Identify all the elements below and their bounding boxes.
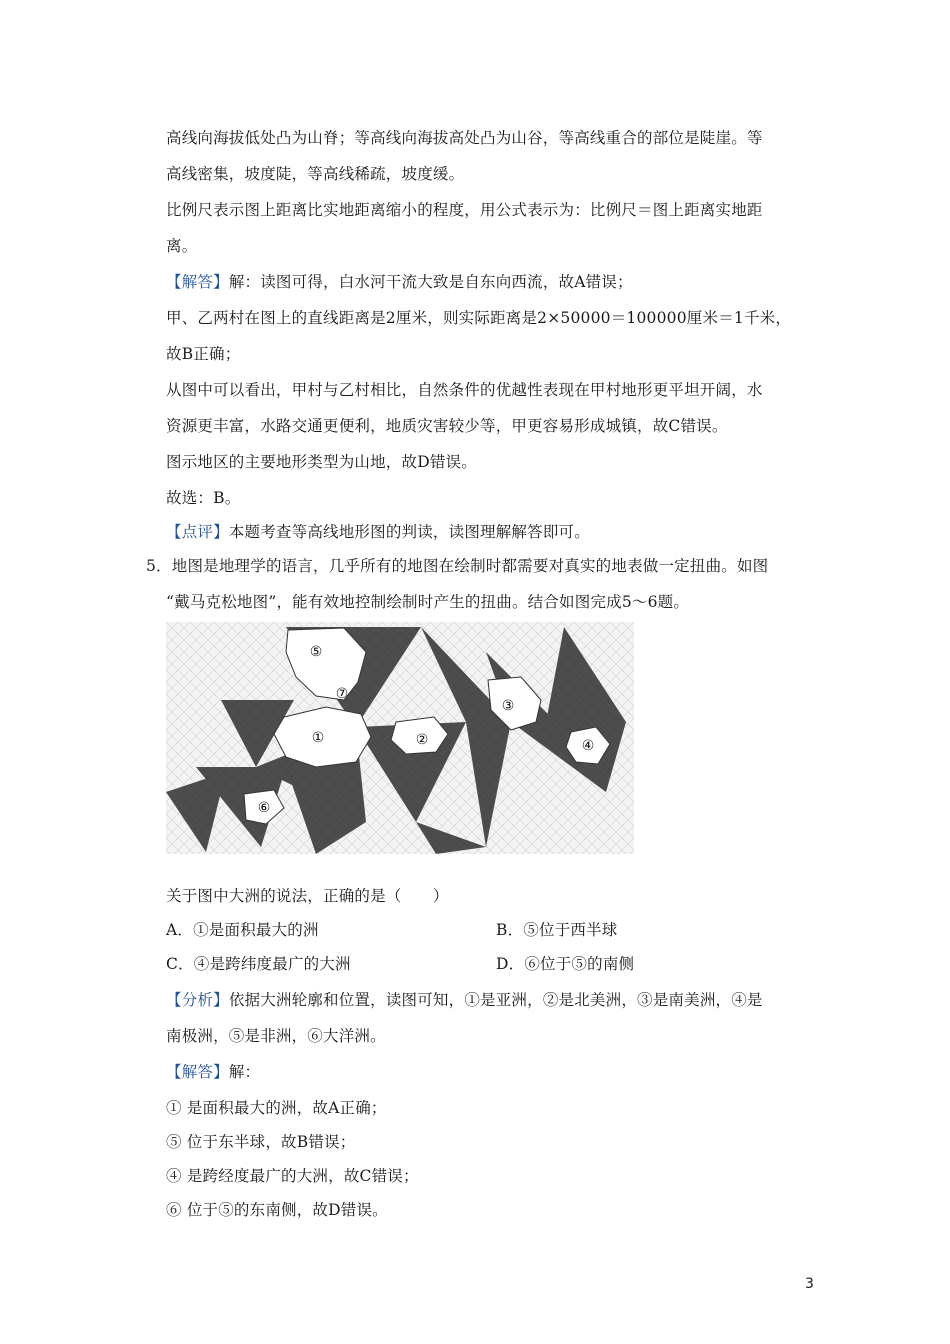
q5-analysis-line-1	[166, 990, 763, 1010]
analysis-text: 依据大洲轮廓和位置，读图可知，①是亚洲，②是北美洲，③是南美洲，④是	[228, 991, 763, 1009]
prev-answer-line-4: 从图中可以看出，甲村与乙村相比，自然条件的优越性表现在甲村地形更平坦开阔，水	[166, 381, 763, 399]
q5-answer-line-3: ④ 是跨经度最广的大洲，故C错误；	[166, 1167, 419, 1185]
map-label-7: ⑦	[335, 686, 349, 702]
comment-tag: 【点评】	[166, 523, 229, 541]
q5-answer-line-1: ① 是面积最大的洲，故A正确；	[166, 1099, 387, 1117]
q5-answer-line-2: ⑤ 位于东半球，故B错误；	[166, 1133, 356, 1151]
prev-answer-line-6: 图示地区的主要地形类型为山地，故D错误。	[166, 453, 477, 471]
prev-analysis-line-2: 高线密集，坡度陡，等高线稀疏，坡度缓。	[166, 165, 465, 183]
option-a: A．①是面积最大的洲	[166, 921, 319, 939]
map-label-4: ④	[581, 738, 595, 754]
q5-answer-intro: 解：	[228, 1063, 261, 1081]
prev-answer-line-2: 甲、乙两村在图上的直线距离是2厘米，则实际距离是2×50000＝100000厘米＝1千米，	[166, 309, 792, 327]
option-c: C．④是跨纬度最广的大洲	[166, 955, 351, 973]
option-d: D．⑥位于⑤的南侧	[496, 955, 635, 973]
prev-answer-line-7: 故选：B。	[166, 489, 241, 507]
prev-answer-line-3: 故B正确；	[166, 345, 241, 363]
map-label-3: ③	[501, 698, 515, 714]
dymaxion-map	[166, 622, 634, 854]
q5-answer-tag: 【解答】	[166, 1063, 229, 1081]
option-b: B．⑤位于西半球	[496, 921, 618, 939]
prev-comment	[166, 522, 590, 542]
page-number: 3	[805, 1276, 814, 1292]
map-label-6: ⑥	[257, 800, 271, 816]
prev-answer-line-5: 资源更丰富，水路交通更便利，地质灾害较少等，甲更容易形成城镇，故C错误。	[166, 417, 728, 435]
answer-tag: 【解答】	[166, 273, 229, 291]
prev-analysis-line-4: 离。	[166, 237, 198, 255]
question-5-stem: 关于图中大洲的说法，正确的是（ ）	[166, 887, 449, 905]
map-label-2: ②	[415, 732, 429, 748]
question-5-line-1: 5．地图是地理学的语言，几乎所有的地图在绘制时都需要对真实的地表做一定扭曲。如图	[146, 557, 769, 575]
q5-answer-header	[166, 1062, 260, 1082]
question-5-line-2: “戴马克松地图”，能有效地控制绘制时产生的扭曲。结合如图完成5～6题。	[166, 593, 690, 611]
answer-text: 解：读图可得，白水河干流大致是自东向西流，故A错误；	[228, 273, 633, 291]
q5-answer-line-4: ⑥ 位于⑤的东南侧，故D错误。	[166, 1201, 388, 1219]
analysis-tag: 【分析】	[166, 991, 229, 1009]
comment-text: 本题考查等高线地形图的判读，读图理解解答即可。	[228, 523, 590, 541]
q5-analysis-line-2: 南极洲，⑤是非洲，⑥大洋洲。	[166, 1027, 386, 1045]
map-label-5: ⑤	[309, 644, 323, 660]
prev-analysis-line-1: 高线向海拔低处凸为山脊；等高线向海拔高处凸为山谷，等高线重合的部位是陡崖。等	[166, 129, 763, 147]
map-label-1: ①	[311, 730, 325, 746]
prev-answer-line-1	[166, 272, 633, 292]
prev-analysis-line-3: 比例尺表示图上距离比实地距离缩小的程度，用公式表示为：比例尺＝图上距离实地距	[166, 201, 763, 219]
